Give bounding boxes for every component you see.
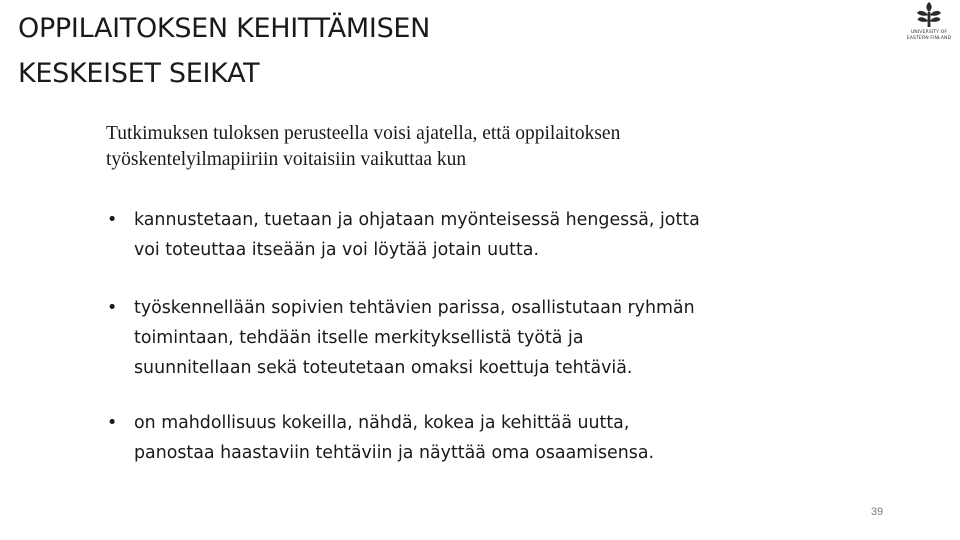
intro-line-1: Tutkimuksen tuloksen perusteella voisi ajatella, että oppilaitoksen (106, 123, 621, 144)
bullet-dot-icon: • (107, 298, 118, 318)
page-number: 39 (870, 506, 884, 518)
bullet-line: voi toteuttaa itseään ja voi löytää jotain uutta. (134, 240, 539, 260)
slide-title-line-2: KESKEISET SEIKAT (18, 58, 260, 89)
bullet-item (107, 205, 807, 265)
bullet-text (134, 408, 807, 468)
intro-paragraph (106, 121, 786, 173)
bullet-line: työskennellään sopivien tehtävien parissa, osallistutaan ryhmän (134, 298, 695, 318)
bullet-dot-icon: • (107, 413, 118, 433)
bullet-line: toimintaan, tehdään itselle merkityksellistä työtä ja (134, 328, 584, 348)
bullet-dot-icon: • (107, 210, 118, 230)
slide-title-line-1: OPPILAITOKSEN KEHITTÄMISEN (18, 13, 431, 44)
bullet-item (107, 293, 807, 383)
logo-wordmark-line-2: EASTERN FINLAND (906, 35, 952, 41)
bullet-line: on mahdollisuus kokeilla, nähdä, kokea ja kehittää uutta, (134, 413, 630, 433)
intro-line-2: työskentelyilmapiiriin voitaisiin vaikuttaa kun (106, 149, 467, 170)
logo-wordmark (898, 30, 960, 41)
slide-title (18, 6, 638, 96)
bullet-text (134, 205, 807, 265)
bullet-item (107, 408, 807, 468)
bullet-line: kannustetaan, tuetaan ja ohjataan myönteisessä hengessä, jotta (134, 210, 700, 230)
bullet-line: panostaa haastaviin tehtäviin ja näyttää oma osaamisensa. (134, 443, 655, 463)
logo-wordmark-line-1: UNIVERSITY OF (910, 30, 948, 35)
bullet-text (134, 293, 807, 383)
bullet-line: suunnitellaan sekä toteutetaan omaksi koettuja tehtäviä. (134, 358, 633, 378)
